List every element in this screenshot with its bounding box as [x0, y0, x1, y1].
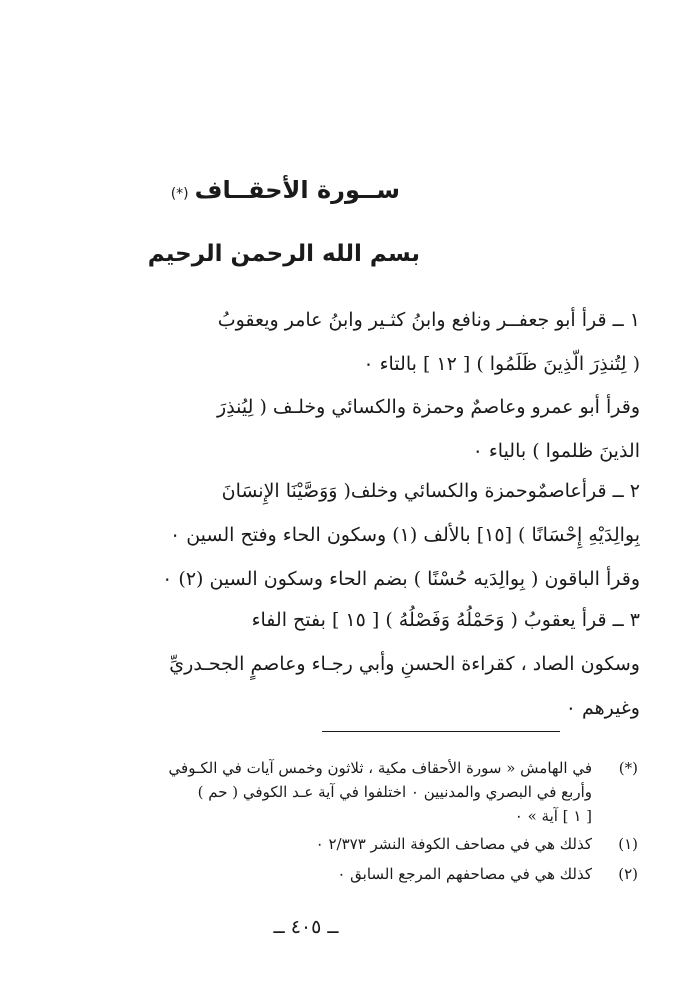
footnotes	[64, 756, 638, 886]
paragraph-3	[84, 469, 640, 601]
footnote-line: كذلك هي في مصاحفهم المرجع السابق ٠	[337, 865, 592, 883]
basmala: بسم الله الرحمن الرحيم	[147, 241, 420, 267]
footnote-line: كذلك هي في مصاحف الكوفة النشر ٢/٣٧٣ ٠	[315, 835, 592, 853]
paragraph-4	[84, 598, 640, 730]
footnote-1	[64, 832, 638, 856]
paragraph-line: وغيرهم ٠	[565, 697, 640, 719]
paragraph-line: وقرأ أبو عمرو وعاصمٌ وحمزة والكسائي وخلـف ( لِيُنذِرَ	[217, 396, 640, 418]
footnote-star	[64, 756, 638, 828]
footnote-line: في الهامش « سورة الأحقاف مكية ، ثلاثون وخمس آيات في الكـوفي	[168, 759, 592, 777]
footnote-marker: (١)	[618, 835, 638, 853]
footnote-marker: (٢)	[618, 865, 638, 883]
footnote-2	[64, 862, 638, 886]
paragraph-line: الذينَ ظلموا ) بالياء ٠	[472, 440, 640, 462]
paragraph-line: وقرأ الباقون ( بِوالِدَيه حُسْنًا ) بضم الحاء وسكون السين (٢) ٠	[162, 568, 640, 590]
paragraph-line: ٢ ــ قرأعاصمٌوحمزة والكسائي وخلف( وَوَصَّيْنَا الإِنسَانَ	[221, 480, 640, 502]
footnote-divider	[322, 731, 560, 732]
footnote-line: وأربع في البصري والمدنيين ٠ اختلفوا في آية عـد الكوفي ( حم )	[197, 783, 592, 801]
paragraph-line: ١ ــ قرأ أبو جعفــر ونافع وابنُ كثـير وابنُ عامر ويعقوبُ	[217, 309, 640, 331]
paragraph-line: ٣ ــ قرأ يعقوبُ ( وَحَمْلُهُ وَفَصْلُهُ ) [ ١٥ ] بفتح الفاء	[251, 609, 640, 631]
paragraph-1	[84, 298, 640, 386]
footnote-line: [ ١ ] آية » ٠	[514, 807, 592, 825]
surah-title-text: ســورة الأحقــاف	[194, 176, 400, 204]
paragraph-2	[84, 385, 640, 473]
paragraph-line: ( لِتُنذِرَ الّذِينَ ظَلَمُوا ) [ ١٢ ] بالتاء ٠	[363, 353, 640, 375]
title-footnote-marker: (*)	[170, 186, 189, 202]
footnote-marker: (*)	[618, 759, 638, 777]
surah-title	[100, 172, 400, 212]
paragraph-line: وسكون الصاد ، كقراءة الحسنِ وأبي رجـاء وعاصمٍ الجحـدريِّ	[169, 653, 640, 675]
page-number: ــ ٤٠٥ ــ	[273, 916, 339, 938]
paragraph-line: بِوالِدَيْهِ إِحْسَانًا ) [١٥] بالألف (١) وسكون الحاء وفتح السين ٠	[169, 524, 640, 546]
